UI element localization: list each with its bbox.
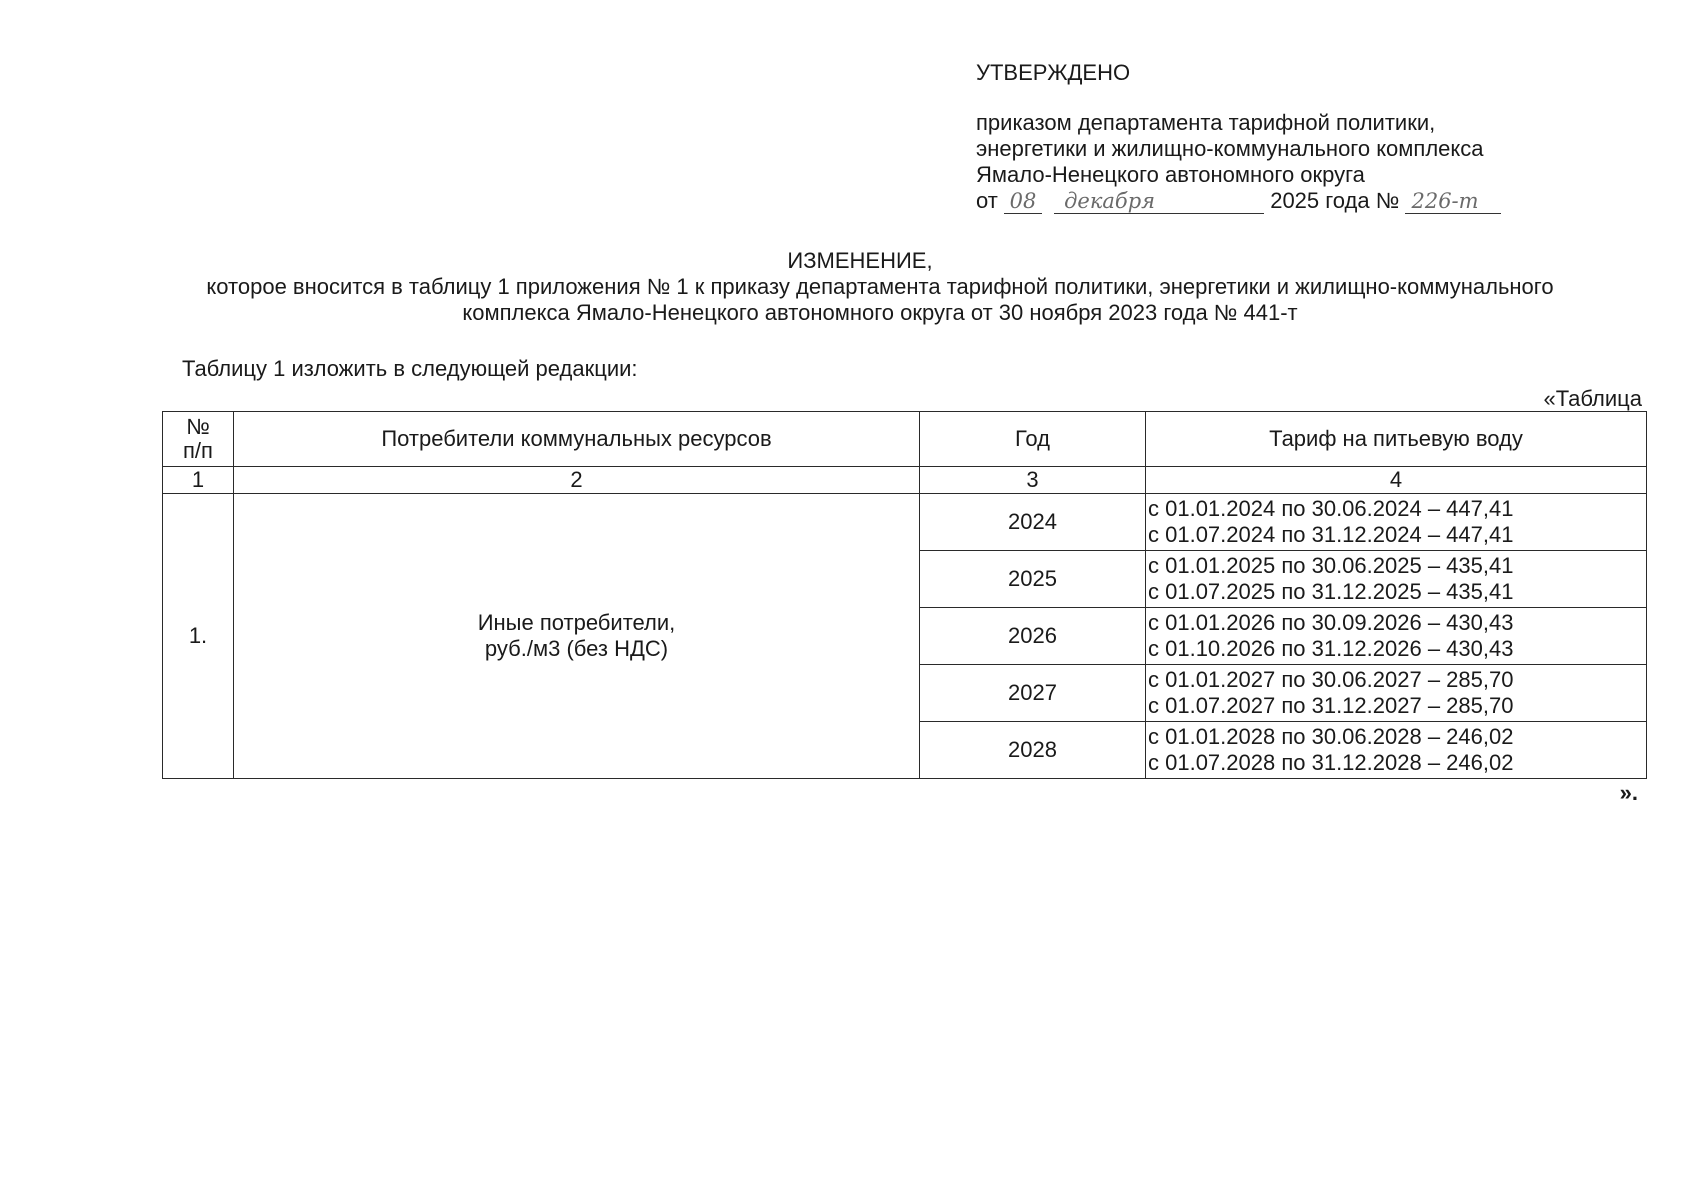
table-row (163, 494, 1647, 551)
header-tariff: Тариф на питьевую воду (1146, 412, 1647, 467)
row-number: 1. (163, 494, 234, 779)
consumer-cell (234, 494, 920, 779)
tariff-period-2: с 01.10.2026 по 31.12.2026 – 430,43 (1148, 636, 1514, 661)
column-numbers-row (163, 467, 1647, 494)
header-year: Год (920, 412, 1146, 467)
approval-line-1: приказом департамента тарифной политики, (976, 110, 1436, 135)
intro-text: Таблицу 1 изложить в следующей редакции: (182, 356, 638, 381)
table-header-row (163, 412, 1647, 467)
heading-line-2: комплекса Ямало-Ненецкого автономного округа от 30 ноября 2023 года № 441-т (462, 300, 1298, 325)
consumer-line-1: Иные потребители, (477, 610, 676, 635)
tariff-cell (1146, 494, 1647, 551)
document-heading (0, 248, 1706, 326)
tariff-period-1: с 01.01.2028 по 30.06.2028 – 246,02 (1148, 724, 1514, 749)
date-prefix: от (976, 188, 998, 213)
order-number: 226-т (1405, 189, 1501, 214)
approval-block (976, 60, 1576, 214)
heading-title: ИЗМЕНЕНИЕ, (787, 248, 933, 273)
tariff-period-1: с 01.01.2025 по 30.06.2025 – 435,41 (1148, 553, 1514, 578)
date-month: декабря (1054, 189, 1264, 214)
tariff-period-2: с 01.07.2028 по 31.12.2028 – 246,02 (1148, 750, 1514, 775)
tariff-period-2: с 01.07.2024 по 31.12.2024 – 447,41 (1148, 522, 1514, 547)
header-num-line-2: п/п (183, 438, 213, 463)
tariff-cell (1146, 551, 1647, 608)
year-cell: 2027 (920, 665, 1146, 722)
table-caption: «Таблица (1543, 386, 1642, 411)
header-num-line-1: № (186, 414, 210, 439)
year-cell: 2024 (920, 494, 1146, 551)
header-num (163, 412, 234, 467)
tariff-cell (1146, 665, 1647, 722)
column-number: 4 (1146, 467, 1647, 494)
approval-line-2: энергетики и жилищно-коммунального комплекса (976, 136, 1484, 161)
date-year-text: 2025 года № (1270, 188, 1400, 213)
year-cell: 2025 (920, 551, 1146, 608)
tariff-period-1: с 01.01.2027 по 30.06.2027 – 285,70 (1148, 667, 1514, 692)
approval-title: УТВЕРЖДЕНО (976, 60, 1131, 85)
column-number: 3 (920, 467, 1146, 494)
tariff-period-1: с 01.01.2024 по 30.06.2024 – 447,41 (1148, 496, 1514, 521)
tariff-cell (1146, 722, 1647, 779)
tariff-table (162, 411, 1647, 779)
consumer-line-2: руб./м3 (без НДС) (484, 636, 669, 661)
column-number: 1 (163, 467, 234, 494)
heading-line-1: которое вносится в таблицу 1 приложения № 1 к приказу департамента тарифной политики, энергетики и жилищно-коммунального (206, 274, 1554, 299)
date-day: 08 (1004, 189, 1042, 214)
approval-date-line (976, 188, 1576, 214)
header-consumers: Потребители коммунальных ресурсов (234, 412, 920, 467)
year-cell: 2028 (920, 722, 1146, 779)
column-number: 2 (234, 467, 920, 494)
tariff-cell (1146, 608, 1647, 665)
year-cell: 2026 (920, 608, 1146, 665)
approval-line-3: Ямало-Ненецкого автономного округа (976, 162, 1365, 187)
closing-quote-mark: ». (1619, 780, 1638, 805)
tariff-period-2: с 01.07.2025 по 31.12.2025 – 435,41 (1148, 579, 1514, 604)
tariff-period-1: с 01.01.2026 по 30.09.2026 – 430,43 (1148, 610, 1514, 635)
tariff-period-2: с 01.07.2027 по 31.12.2027 – 285,70 (1148, 693, 1514, 718)
